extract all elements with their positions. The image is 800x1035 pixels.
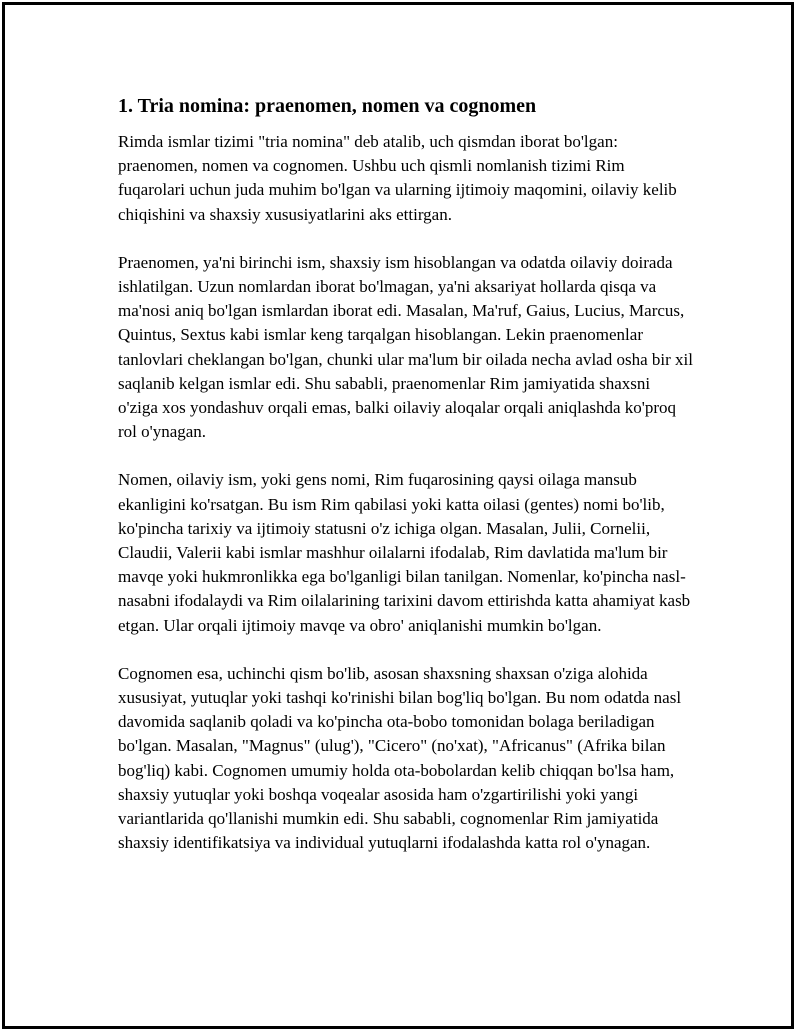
paragraph-intro: Rimda ismlar tizimi "tria nomina" deb atalib, uch qismdan iborat bo'lgan: praenomen, nomen va cognomen. Ushbu uch qismli nomlanish tizimi Rim fuqarolari uchun juda muhim bo'lgan va ularning ijtimoiy maqomini, oilaviy kelib chiqishini va shaxsiy xususiyatlarini aks ettirgan. — [118, 132, 677, 224]
paragraph-praenomen: Praenomen, ya'ni birinchi ism, shaxsiy ism hisoblangan va odatda oilaviy doirada ishlatilgan. Uzun nomlardan iborat bo'lmagan, ya'ni aksariyat hollarda qisqa va ma'nosi aniq bo'lgan ismlardan iborat edi. Masalan, Ma'ruf, Gaius, Lucius, Marcus, Quintus, Sextus kabi ismlar keng tarqalgan hisoblangan. Lekin praenomenlar tanlovlari cheklangan bo'lgan, chunki ular ma'lum bir oilada necha avlad osha bir xil saqlanib kelgan ismlar edi. Shu sababli, praenomenlar Rim jamiyatida shaxsni o'ziga xos yondashuv orqali emas, balki oilaviy aloqalar orqali aniqlashda ko'proq rol o'ynagan. — [118, 252, 693, 442]
paragraph-nomen: Nomen, oilaviy ism, yoki gens nomi, Rim fuqarosining qaysi oilaga mansub ekanligini ko'rsatgan. Bu ism Rim qabilasi yoki katta oilasi (gentes) nomi bo'lib, ko'pincha tarixiy va ijtimoiy statusni o'z ichiga olgan. Masalan, Julii, Cornelii, Claudii, Valerii kabi ismlar mashhur oilalarni ifodalab, Rim davlatida ma'lum bir mavqe yoki hukmronlikka ega bo'lganligi bilan tanilgan. Nomenlar, ko'pincha nasl-nasabni ifodalaydi va Rim oilalarining tarixini davom ettirishda katta ahamiyat kasb etgan. Ular orqali ijtimoiy mavqe va obro' aniqlanishi mumkin bo'lgan. — [118, 470, 691, 635]
paragraph-cognomen: Cognomen esa, uchinchi qism bo'lib, asosan shaxsning shaxsan o'ziga alohida xususiyat, yutuqlar yoki tashqi ko'rinishi bilan bog'liq bo'lgan. Bu nom odatda nasl davomida saqlanib qoladi va ko'pincha ota-bobo tomonidan bolaga beriladigan bo'lgan. Masalan, "Magnus" (ulug'), "Cicero" (no'xat), "Africanus" (Afrika bilan bog'liq) kabi. Cognomen umumiy holda ota-bobolardan kelib chiqqan bo'lsa ham, shaxsiy yutuqlar yoki boshqa voqealar asosida ham o'zgartirilishi yoki yangi variantlarida qo'llanishi mumkin edi. Shu sababli, cognomenlar Rim jamiyatida shaxsiy identifikatsiya va individual yutuqlarni ifodalashda katta rol o'ynagan. — [118, 663, 682, 853]
section-heading: 1. Tria nomina: praenomen, nomen va cognomen — [118, 95, 537, 117]
document-body — [118, 93, 693, 879]
